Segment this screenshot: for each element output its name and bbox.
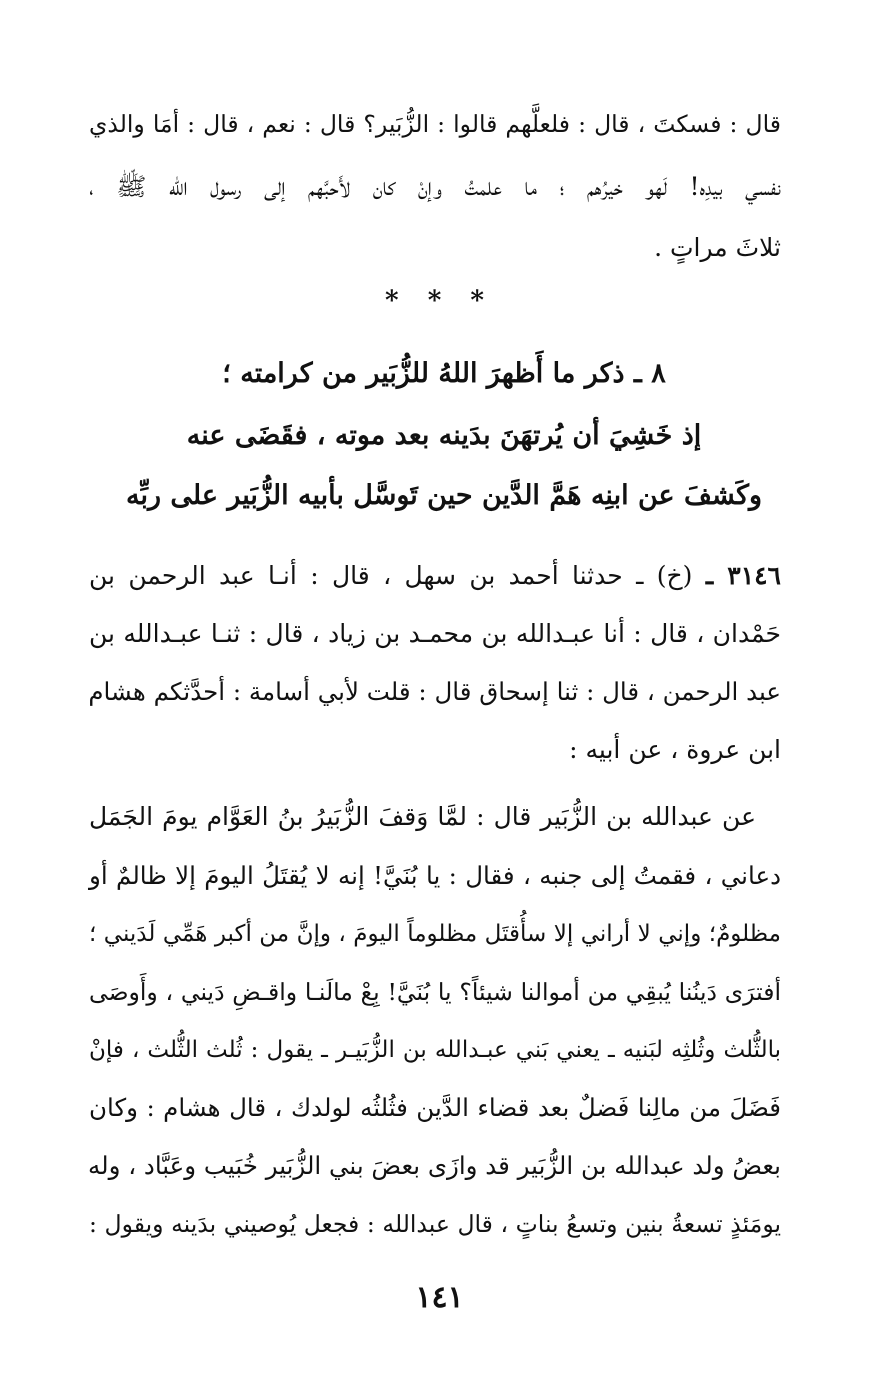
matn-line: أفترَى دَينُنا يُبقِي من أموالنا شيئاً؟ يا بُنَيَّ! بِعْ مالَنـا واقـضِ دَيني ، وأَوصَى xyxy=(89,978,781,1006)
matn-line: مظلومٌ؛ وإني لا أراني إلا سأُقتَل مظلوماً اليومَ ، وإنَّ من أكبر هَمِّي لَدَيني ؛ xyxy=(89,921,781,947)
isnad-text: (خ) ـ حدثنا أحمد بن سهل ، قال : أنـا عبد الرحمن بن xyxy=(89,561,693,590)
text-line: قال : فسكتَ ، قال : فلعلَّهم قالوا : الزُّبَير؟ قال : نعم ، قال : أمَا والذي xyxy=(89,110,781,138)
isnad-line: حَمْدان ، قال : أنا عبـدالله بن محمـد بن زياد ، قال : ثنـا عبـدالله بن xyxy=(89,619,781,648)
text-line: نفسي بيدِه! لَهو خيرُهم ؛ ما علمتُ وإنْ كان لأَحبَّهم إلى رسول الله ﷺ ، xyxy=(89,172,781,201)
isnad-line: عبد الرحمن ، قال : ثنا إسحاق قال : قلت لأبي أسامة : أحدَّثكم هشام xyxy=(88,677,781,706)
chapter-heading-line: وكَشفَ عن ابنِه هَمَّ الدَّين حين تَوسَّل بأبيه الزُّبَير على ربِّه xyxy=(126,480,762,511)
matn-line: دعاني ، فقمتُ إلى جنبه ، فقال : يا بُنَيَّ! إنه لا يُقتَلُ اليومَ إلا ظالمٌ أو xyxy=(89,861,781,890)
isnad-line: ابن عروة ، عن أبيه : xyxy=(569,735,781,764)
chapter-heading-line: إذ خَشِيَ أن يُرتهَنَ بدَينه بعد موته ، فقَضَى عنه xyxy=(186,420,702,451)
chapter-heading-line: ٨ ـ ذكر ما أَظهرَ اللهُ للزُّبَير من كرامته ؛ xyxy=(222,358,666,389)
hadith-number: ٣١٤٦ ـ xyxy=(705,561,781,590)
matn-line: فَضَلَ من مالِنا فَضلٌ بعد قضاء الدَّين فثُلثُه لولدك ، قال هشام : وكان xyxy=(89,1093,781,1122)
matn-line: بعضُ ولد عبدالله بن الزُّبَير قد وازَى بعضَ بني الزُّبَير خُبَيب وعَبَّاد ، وله xyxy=(88,1151,781,1180)
matn-line: بالثُّلث وثُلثِه لبَنيه ـ يعني بَني عبـدالله بن الزُّبَيـر ـ يقول : ثُلث الثُّلث ، فإنْ xyxy=(89,1037,781,1063)
isnad-line xyxy=(89,556,781,596)
page-number: ١٤١ xyxy=(415,1280,464,1315)
section-separator: * * * xyxy=(385,286,494,316)
matn-line: يومَئذٍ تسعةُ بنين وتسعُ بناتٍ ، قال عبدالله : فجعل يُوصيني بدَينه ويقول : xyxy=(89,1210,781,1238)
matn-line: عن عبدالله بن الزُّبَير قال : لمَّا وَقفَ الزُّبَيرُ بنُ العَوَّام يومَ الجَمَل xyxy=(89,802,756,831)
text-line: ثلاثَ مراتٍ . xyxy=(654,233,781,262)
